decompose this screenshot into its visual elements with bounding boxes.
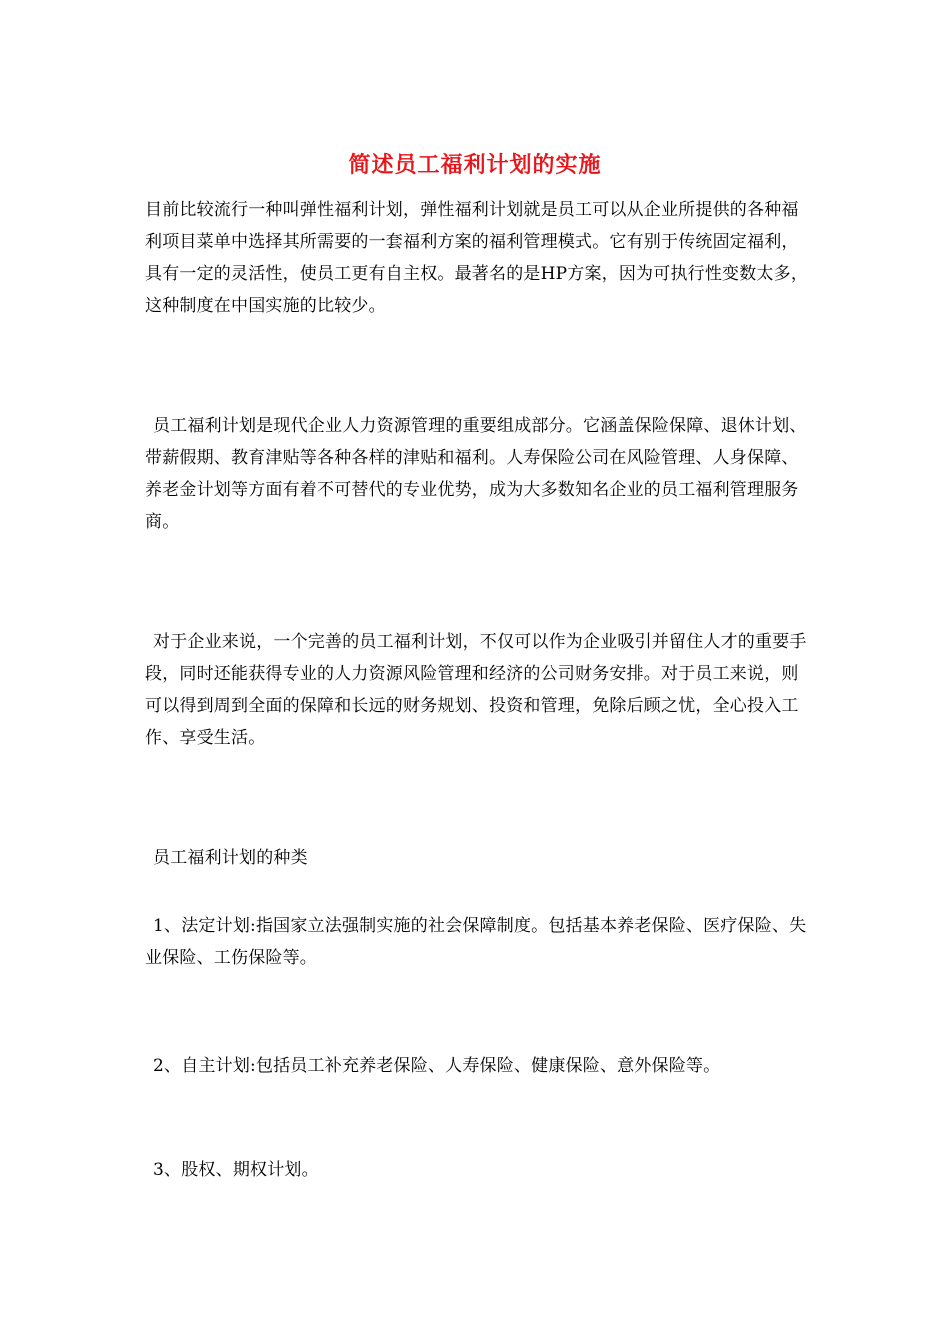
paragraph-flexible-benefits: 目前比较流行一种叫弹性福利计划，弹性福利计划就是员工可以从企业所提供的各种福利项目菜单中选择其所需要的一套福利方案的福利管理模式。它有别于传统固定福利，具有一定的灵活性，使员工更有自主权。最著名的是HP方案，因为可执行性变数太多，这种制度在中国实施的比较少。 [145, 200, 809, 316]
list-item-voluntary-plan: 2、自主计划:包括员工补充养老保险、人寿保险、健康保险、意外保险等。 [153, 1056, 721, 1076]
paragraph-benefit-value: 对于企业来说，一个完善的员工福利计划，不仅可以作为企业吸引并留住人才的重要手段，同时还能获得专业的人力资源风险管理和经济的公司财务安排。对于员工来说，则可以得到周到全面的保障和长远的财务规划、投资和管理，免除后顾之忧，全心投入工作、享受生活。 [145, 632, 807, 748]
list-item-statutory-plan: 1、法定计划:指国家立法强制实施的社会保障制度。包括基本养老保险、医疗保险、失业保险、工伤保险等。 [145, 916, 807, 968]
list-item-equity-plan: 3、股权、期权计划。 [153, 1160, 319, 1180]
paragraph-benefit-plan-overview: 员工福利计划是现代企业人力资源管理的重要组成部分。它涵盖保险保障、退休计划、带薪假期、教育津贴等各种各样的津贴和福利。人寿保险公司在风险管理、人身保障、养老金计划等方面有着不可替代的专业优势，成为大多数知名企业的员工福利管理服务商。 [145, 416, 807, 532]
section-heading-plan-types: 员工福利计划的种类 [153, 848, 308, 868]
document-title: 简述员工福利计划的实施 [348, 152, 602, 178]
